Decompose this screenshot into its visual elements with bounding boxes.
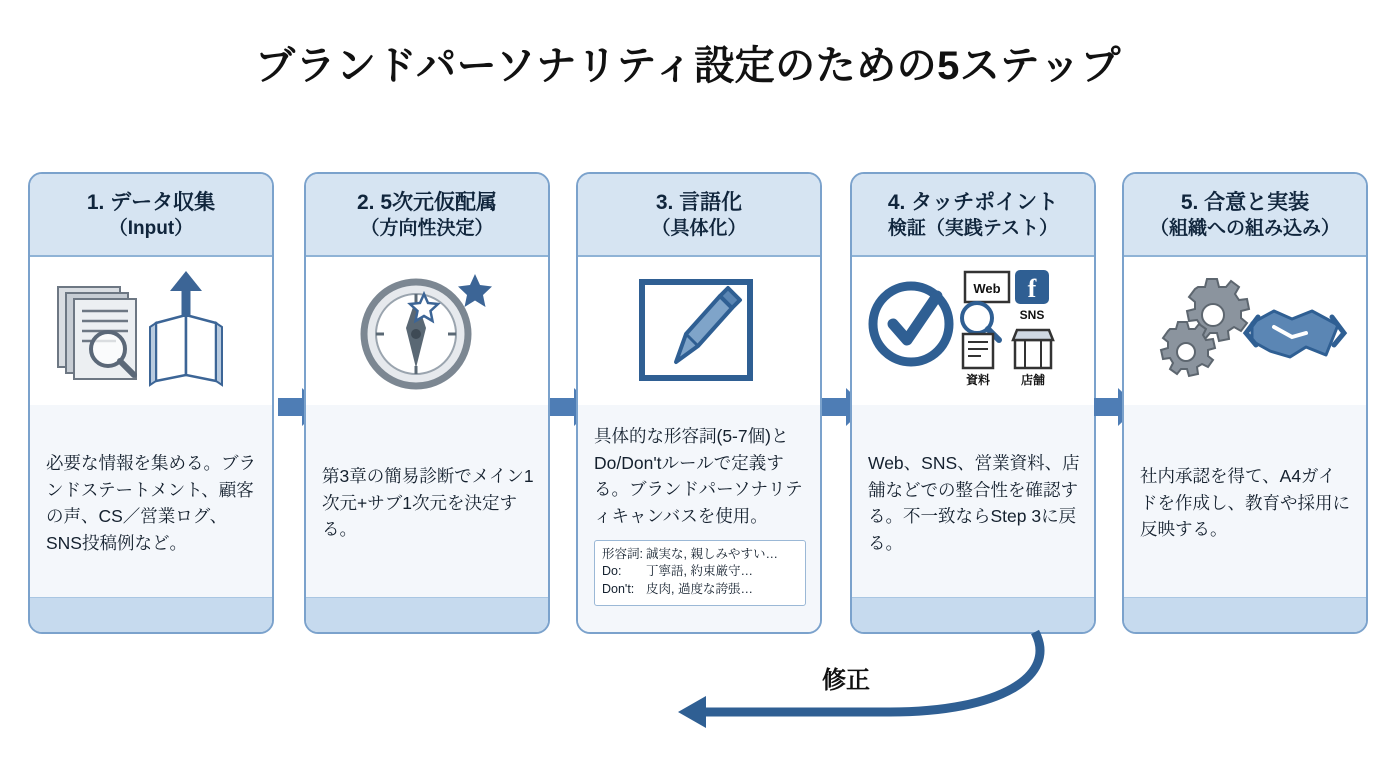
svg-text:SNS: SNS [1019,308,1045,323]
step-3-heading: 3. 言語化 [655,191,743,214]
step-4-footer-band [852,597,1094,632]
step-3-subheading: （具体化） [651,217,747,239]
svg-text:店舗: 店舗 [1020,373,1046,388]
step-1-heading: 1. データ収集 [86,191,216,214]
detail-do-row [602,563,799,581]
page-title: ブランドパーソナリティ設定のための5ステップ [254,44,1122,88]
step-5-footer-band [1124,597,1366,632]
step-2-footer-band [306,597,548,632]
step-4-subheading: 検証（実践テスト） [887,217,1059,239]
step-4-description: Web、SNS、営業資料、店舗などでの整合性を確認する。不一致ならStep 3に戻る。 [852,405,1094,597]
step-4-heading: 4. タッチポイント [887,191,1059,214]
step-card-2[interactable] [304,172,550,634]
documents-search-book-icon [46,271,256,391]
feedback-label: 修正 [822,667,870,694]
detail-dont-row [602,581,799,599]
step-4-header [852,174,1094,257]
step-4-illustration [852,257,1094,405]
detail-adjectives-value: 誠実な, 親しみやすい… [646,546,778,561]
step-2-subheading: （方向性決定） [360,217,494,239]
step-1-footer-band [30,597,272,632]
svg-text:資料: 資料 [965,373,991,388]
compass-star-icon [332,268,522,394]
step-2-heading: 2. 5次元仮配属 [356,191,498,214]
gears-handshake-icon [1140,271,1350,391]
detail-adjectives-label: 形容詞: [602,546,643,561]
step-5-heading: 5. 合意と実装 [1180,191,1310,214]
step-card-4[interactable] [850,172,1096,634]
step-3-description-block [578,405,820,632]
check-touchpoints-icon [863,266,1083,396]
detail-do-value: 丁寧語, 約束厳守… [646,564,753,579]
step-2-header [306,174,548,257]
detail-dont-label: Don't: [602,582,635,597]
detail-adjectives-row [602,546,799,564]
step-5-illustration [1124,257,1366,405]
svg-text:f: f [1027,274,1037,304]
step-1-description: 必要な情報を集める。ブランドステートメント、顧客の声、CS／営業ログ、SNS投稿例など。 [30,405,272,597]
step-3-illustration [578,257,820,405]
step-5-header [1124,174,1366,257]
step-3-detail-box [594,540,806,606]
step-3-description: 具体的な形容詞(5-7個)とDo/Don'tルールで定義する。ブランドパーソナリティキャンバスを使用。 [594,426,803,526]
step-5-description: 社内承認を得て、A4ガイドを作成し、教育や採用に反映する。 [1124,405,1366,597]
detail-do-label: Do: [602,564,622,579]
step-1-illustration [30,257,272,405]
svg-text:Web: Web [973,281,1001,297]
step-card-3[interactable] [576,172,822,634]
step-5-subheading: （組織への組み込み） [1149,217,1340,239]
step-card-1[interactable] [28,172,274,634]
step-card-5[interactable] [1122,172,1368,634]
process-flow-diagram [28,172,1348,642]
step-2-illustration [306,257,548,405]
step-1-subheading: （Input） [108,217,194,239]
step-2-description: 第3章の簡易診断でメイン1次元+サブ1次元を決定する。 [306,405,548,597]
pen-canvas-icon [624,270,774,392]
step-3-header [578,174,820,257]
step-1-header [30,174,272,257]
detail-dont-value: 皮肉, 過度な誇張… [646,582,753,597]
